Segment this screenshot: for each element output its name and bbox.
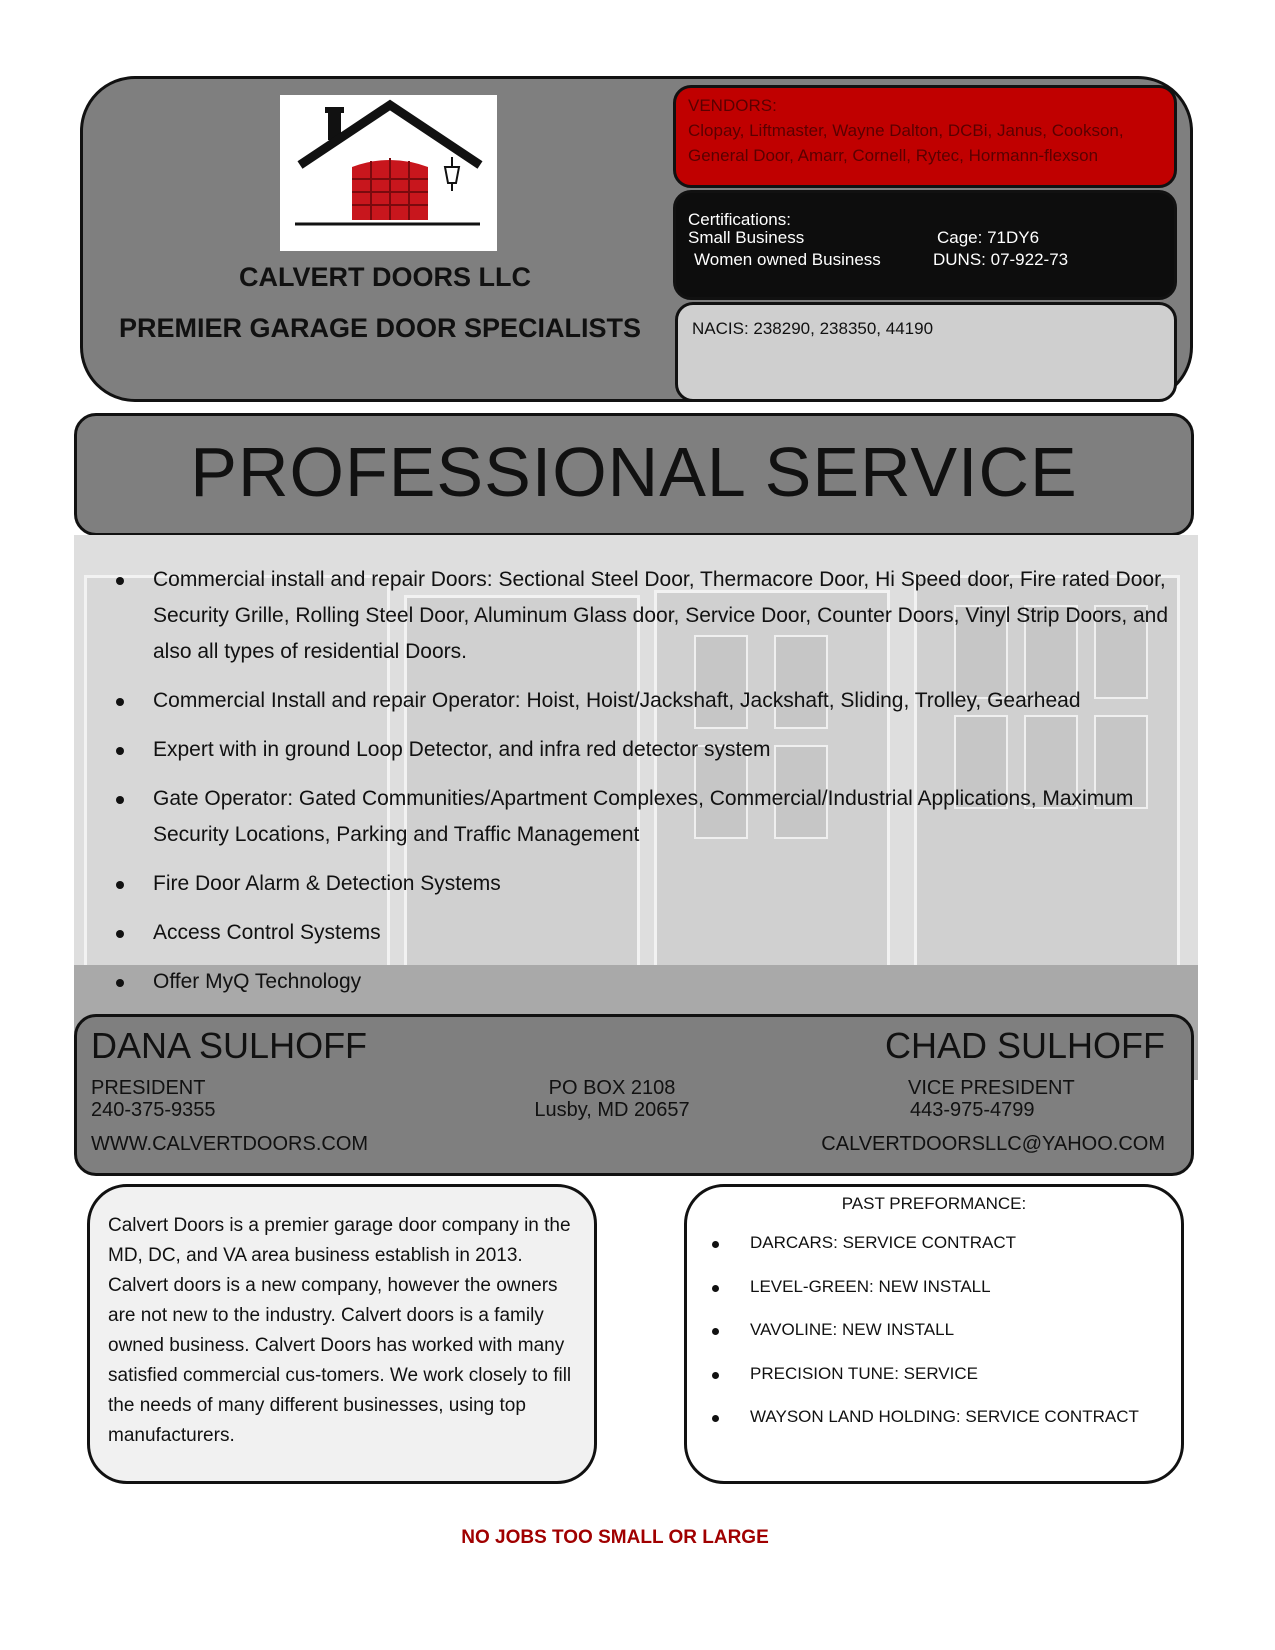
nacis-box (675, 302, 1177, 402)
vendors-label: VENDORS: (688, 96, 777, 115)
services-list (110, 562, 1170, 1013)
garage-house-logo-icon (280, 95, 497, 251)
nacis-codes: NACIS: 238290, 238350, 44190 (692, 319, 934, 338)
bullet-icon (712, 1241, 719, 1248)
service-item: Expert with in ground Loop Detector, and infra red detector system (110, 732, 1170, 768)
vendors-line-2: General Door, Amarr, Cornell, Rytec, Hormann-flexson (688, 146, 1099, 165)
service-item: Fire Door Alarm & Detection Systems (110, 866, 1170, 902)
city-address: Lusby, MD 20657 (534, 1099, 690, 1121)
cage-code: Cage: 71DY6 (937, 228, 1040, 247)
president-name: DANA SULHOFF (91, 1025, 368, 1066)
footer-slogan: NO JOBS TOO SMALL OR LARGE (461, 1527, 769, 1548)
service-item: Commercial Install and repair Operator: Hoist, Hoist/Jackshaft, Jackshaft, Sliding, Trolley, Gearhead (110, 683, 1170, 719)
company-tagline: PREMIER GARAGE DOOR SPECIALISTS (118, 313, 642, 343)
about-box (87, 1184, 597, 1484)
vendors-line-1: Clopay, Liftmaster, Wayne Dalton, DCBi, Janus, Cookson, (688, 121, 1124, 140)
vice-president-name: CHAD SULHOFF (884, 1025, 1165, 1066)
bullet-icon (712, 1372, 719, 1379)
certifications-label: Certifications: (688, 210, 791, 229)
past-performance-item: WAYSON LAND HOLDING: SERVICE CONTRACT (706, 1407, 1139, 1451)
certifications-box (673, 190, 1177, 300)
bullet-icon (116, 577, 124, 585)
bullet-icon (116, 881, 124, 889)
bullet-icon (712, 1415, 719, 1422)
bullet-icon (116, 796, 124, 804)
past-performance-list (706, 1233, 1139, 1451)
president-title: PRESIDENT (91, 1077, 206, 1099)
vice-president-phone: 443-975-4799 (910, 1099, 1035, 1121)
bullet-icon (116, 698, 124, 706)
about-text: Calvert Doors is a premier garage door company in the MD, DC, and VA area business establish in 2013. Calvert doors is a new company, however the owners are not new to the industry. Calvert doors is a family owned business. Calvert Doors has worked with many satisfied commercial cus-tomers. We work closely to fill the needs of many different businesses, using top manufacturers. (108, 1215, 572, 1446)
website-link[interactable]: WWW.CALVERTDOORS.COM (91, 1133, 369, 1155)
past-performance-item: LEVEL-GREEN: NEW INSTALL (706, 1277, 1139, 1321)
service-item: Commercial install and repair Doors: Sectional Steel Door, Thermacore Door, Hi Speed door, Fire rated Door, Security Grille, Rolling Steel Door, Aluminum Glass door, Service Door, Counter Doors, Vinyl Strip Doors, and also all types of residential Doors. (110, 562, 1170, 670)
president-phone: 240-375-9355 (91, 1099, 216, 1121)
email-link[interactable]: CALVERTDOORSLLC@YAHOO.COM (821, 1133, 1165, 1155)
po-box: PO BOX 2108 (548, 1077, 676, 1099)
company-logo (280, 95, 497, 251)
banner-title: PROFESSIONAL SERVICE (190, 433, 1078, 511)
past-performance-item: PRECISION TUNE: SERVICE (706, 1364, 1139, 1408)
company-name: CALVERT DOORS LLC (239, 262, 531, 292)
bullet-icon (116, 747, 124, 755)
service-item: Offer MyQ Technology (110, 964, 1170, 1000)
cert-small-business: Small Business (688, 228, 805, 247)
service-item: Access Control Systems (110, 915, 1170, 951)
bullet-icon (712, 1328, 719, 1335)
vendors-box (673, 85, 1177, 188)
service-item: Gate Operator: Gated Communities/Apartment Complexes, Commercial/Industrial Applications, Maximum Security Locations, Parking and Traffic Management (110, 781, 1170, 853)
duns-number: DUNS: 07-922-73 (933, 250, 1069, 269)
past-performance-item: VAVOLINE: NEW INSTALL (706, 1320, 1139, 1364)
bullet-icon (116, 930, 124, 938)
past-performance-title: PAST PREFORMANCE: (841, 1194, 1027, 1213)
cert-women-owned: Women owned Business (694, 250, 881, 269)
past-performance-item: DARCARS: SERVICE CONTRACT (706, 1233, 1139, 1277)
bullet-icon (116, 979, 124, 987)
vice-president-title: VICE PRESIDENT (908, 1077, 1075, 1099)
bullet-icon (712, 1285, 719, 1292)
